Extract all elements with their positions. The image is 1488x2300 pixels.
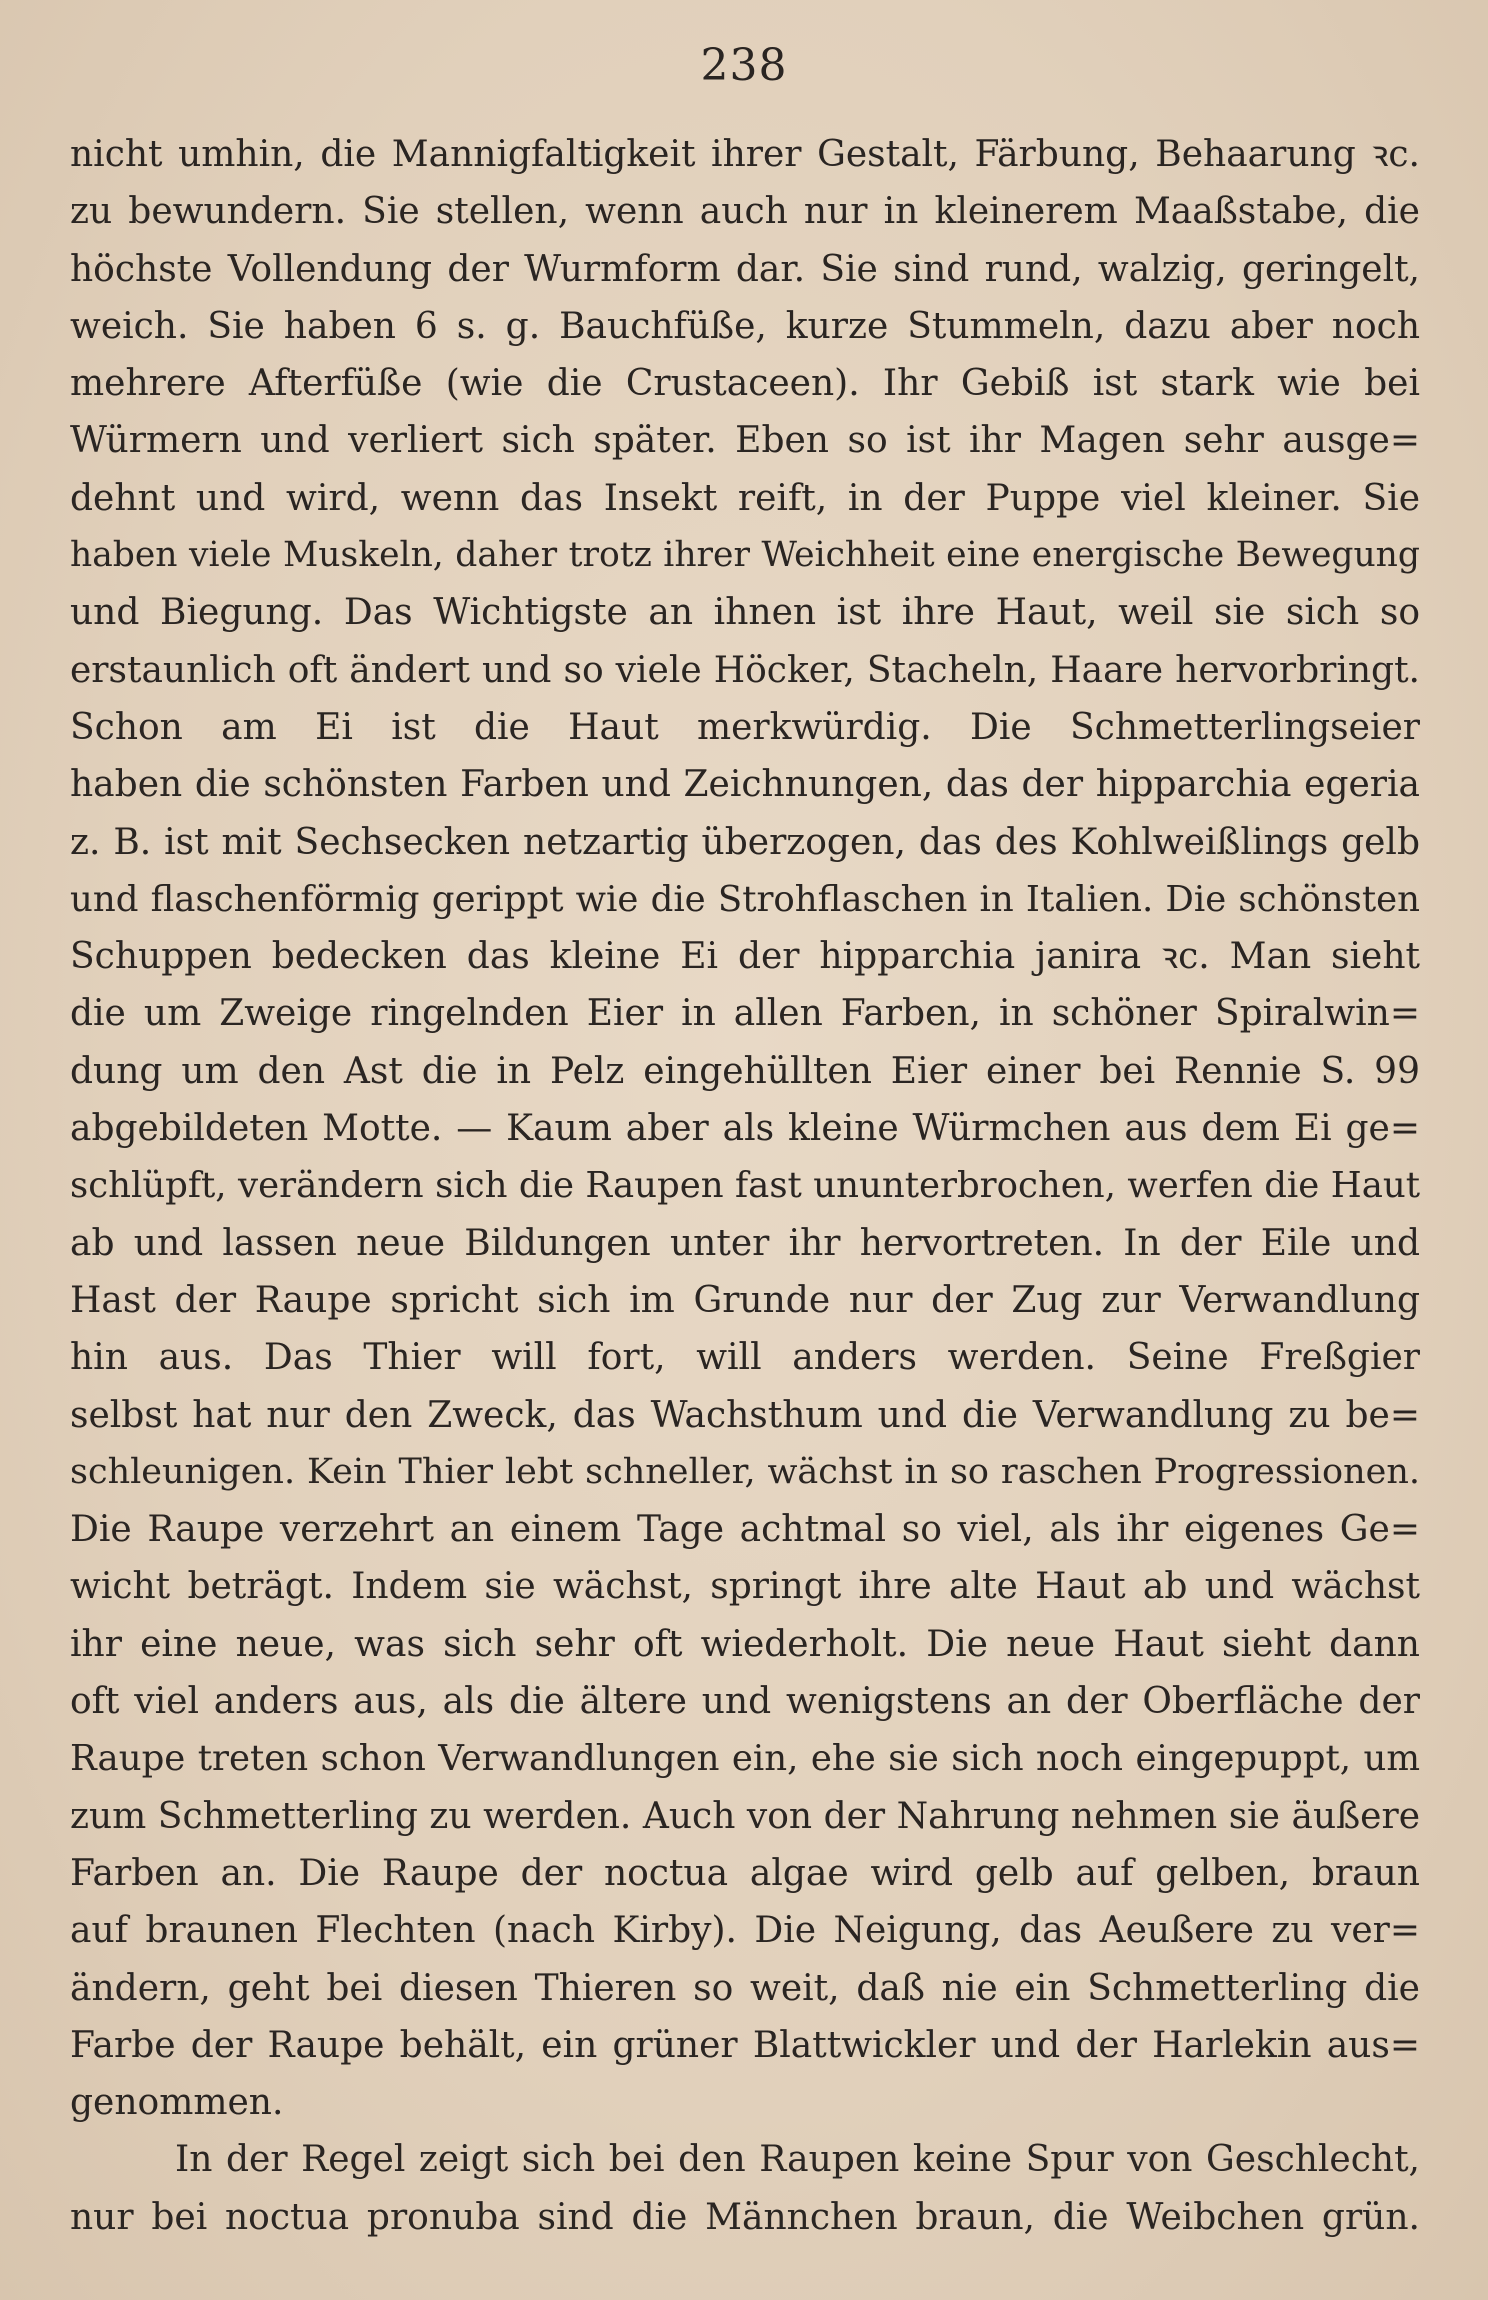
- text-line: Schon am Ei ist die Haut merkwürdig. Die Schmetterlingseier: [70, 706, 1420, 748]
- text-line: selbst hat nur den Zweck, das Wachsthum und die Verwandlung zu be=: [70, 1394, 1420, 1436]
- text-line: dehnt und wird, wenn das Insekt reift, in der Puppe viel kleiner. Sie: [70, 477, 1420, 519]
- text-line: haben viele Muskeln, daher trotz ihrer Weichheit eine energische Bewegung: [70, 535, 1420, 576]
- text-line: weich. Sie haben 6 s. g. Bauchfüße, kurze Stummeln, dazu aber noch: [70, 305, 1420, 347]
- text-line: erstaunlich oft ändert und so viele Höcker, Stacheln, Haare hervorbringt.: [70, 649, 1420, 691]
- text-line: mehrere Afterfüße (wie die Crustaceen). Ihr Gebiß ist stark wie bei: [70, 363, 1420, 405]
- text-line: die um Zweige ringelnden Eier in allen Farben, in schöner Spiralwin=: [70, 993, 1420, 1035]
- page-number: 238: [700, 40, 788, 91]
- text-line: genommen.: [70, 2082, 284, 2124]
- text-line: Hast der Raupe spricht sich im Grunde nur der Zug zur Verwandlung: [70, 1279, 1420, 1321]
- text-line: haben die schönsten Farben und Zeichnungen, das der hipparchia egeria: [70, 764, 1420, 806]
- text-line: zum Schmetterling zu werden. Auch von der Nahrung nehmen sie äußere: [70, 1795, 1420, 1837]
- text-line: dung um den Ast die in Pelz eingehüllten Eier einer bei Rennie S. 99: [70, 1050, 1420, 1092]
- text-line: Schuppen bedecken das kleine Ei der hipparchia janira ꝛc. Man sieht: [70, 936, 1420, 978]
- text-line: nur bei noctua pronuba sind die Männchen braun, die Weibchen grün.: [70, 2196, 1420, 2238]
- text-line: und Biegung. Das Wichtigste an ihnen ist ihre Haut, weil sie sich so: [70, 592, 1420, 634]
- text-line: abgebildeten Motte. — Kaum aber als kleine Würmchen aus dem Ei ge=: [70, 1108, 1420, 1150]
- text-line: oft viel anders aus, als die ältere und wenigstens an der Oberfläche der: [70, 1681, 1420, 1723]
- text-line: Die Raupe verzehrt an einem Tage achtmal so viel, als ihr eigenes Ge=: [70, 1509, 1420, 1551]
- paragraph-1: [70, 126, 1420, 2131]
- text-line: z. B. ist mit Sechsecken netzartig überzogen, das des Kohlweißlings gelb: [70, 821, 1420, 863]
- text-line: Raupe treten schon Verwandlungen ein, ehe sie sich noch eingepuppt, um: [70, 1738, 1420, 1780]
- text-line: höchste Vollendung der Wurmform dar. Sie sind rund, walzig, geringelt,: [70, 248, 1420, 290]
- body-text: [70, 126, 1420, 2246]
- paragraph-2: [70, 2131, 1420, 2246]
- text-line: hin aus. Das Thier will fort, will anders werden. Seine Freßgier: [70, 1337, 1420, 1379]
- text-line: ändern, geht bei diesen Thieren so weit, daß nie ein Schmetterling die: [70, 1967, 1420, 2009]
- text-line: wicht beträgt. Indem sie wächst, springt ihre alte Haut ab und wächst: [70, 1566, 1420, 1608]
- text-line: ab und lassen neue Bildungen unter ihr hervortreten. In der Eile und: [70, 1222, 1420, 1264]
- text-line: Würmern und verliert sich später. Eben so ist ihr Magen sehr ausge=: [70, 420, 1420, 462]
- text-line: Farbe der Raupe behält, ein grüner Blattwickler und der Harlekin aus=: [70, 2024, 1420, 2066]
- text-line: In der Regel zeigt sich bei den Raupen keine Spur von Geschlecht,: [175, 2139, 1420, 2181]
- text-line: schlüpft, verändern sich die Raupen fast ununterbrochen, werfen die Haut: [70, 1165, 1420, 1207]
- text-line: schleunigen. Kein Thier lebt schneller, wächst in so raschen Progressionen.: [70, 1451, 1420, 1492]
- text-line: Farben an. Die Raupe der noctua algae wird gelb auf gelben, braun: [70, 1852, 1420, 1894]
- text-line: nicht umhin, die Mannigfaltigkeit ihrer Gestalt, Färbung, Behaarung ꝛc.: [70, 134, 1420, 175]
- text-line: auf braunen Flechten (nach Kirby). Die Neigung, das Aeußere zu ver=: [70, 1910, 1420, 1952]
- text-line: zu bewundern. Sie stellen, wenn auch nur in kleinerem Maaßstabe, die: [70, 191, 1420, 233]
- text-line: ihr eine neue, was sich sehr oft wiederholt. Die neue Haut sieht dann: [70, 1623, 1420, 1665]
- text-line: und flaschenförmig gerippt wie die Strohflaschen in Italien. Die schönsten: [70, 878, 1420, 920]
